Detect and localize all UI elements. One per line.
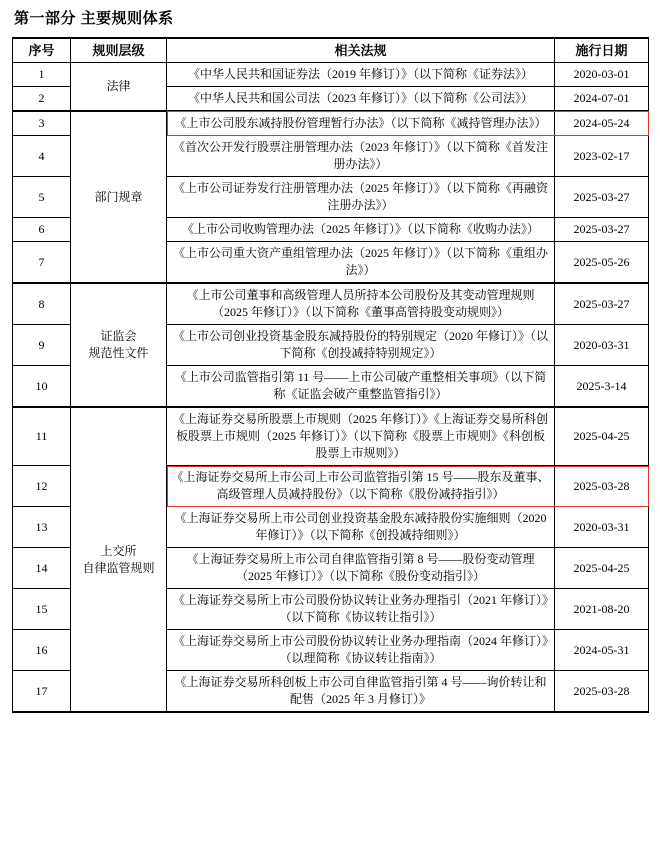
row-number: 10	[13, 366, 71, 408]
rule-name: 《上海证券交易所科创板上市公司自律监管指引第 4 号——询价转让和配售（2025 年 3 月修订）》	[167, 671, 555, 713]
effective-date: 2024-05-31	[555, 630, 649, 671]
effective-date: 2025-03-27	[555, 177, 649, 218]
rule-name: 《上市公司监管指引第 11 号——上市公司破产重整相关事项》（以下简称《证监会破产重整监管指引》）	[167, 366, 555, 408]
row-number: 16	[13, 630, 71, 671]
rule-name: 《上市公司创业投资基金股东减持股份的特别规定（2020 年修订）》（以下简称《创投减持特别规定》）	[167, 325, 555, 366]
page-title: 第一部分 主要规则体系	[14, 10, 174, 27]
rule-name: 《上海证券交易所上市公司创业投资基金股东减持股份实施细则（2020 年修订）》（以下简称《创投减持细则》）	[167, 507, 555, 548]
row-number: 3	[13, 111, 71, 136]
effective-date: 2025-3-14	[555, 366, 649, 408]
effective-date: 2025-03-27	[555, 218, 649, 242]
effective-date: 2025-03-28	[555, 466, 649, 507]
rule-name: 《上市公司证券发行注册管理办法（2025 年修订）》（以下简称《再融资注册办法》）	[167, 177, 555, 218]
rule-name: 《上海证券交易所股票上市规则（2025 年修订）》《上海证券交易所科创板股票上市规则（2025 年修订）》（以下简称《股票上市规则》《科创板股票上市规则》）	[167, 407, 555, 466]
effective-date: 2024-05-24	[555, 111, 649, 136]
effective-date: 2020-03-31	[555, 507, 649, 548]
rule-name: 《上市公司董事和高级管理人员所持本公司股份及其变动管理规则（2025 年修订）》（以下简称《董事高管持股变动规则》）	[167, 283, 555, 325]
table-row	[13, 63, 649, 87]
rule-name: 《上市公司股东减持股份管理暂行办法》（以下简称《减持管理办法》）	[167, 111, 555, 136]
rules-table	[12, 37, 649, 713]
row-number: 9	[13, 325, 71, 366]
rule-name: 《中华人民共和国公司法（2023 年修订）》（以下简称《公司法》）	[167, 87, 555, 112]
effective-date: 2021-08-20	[555, 589, 649, 630]
row-number: 7	[13, 242, 71, 284]
rule-level: 法律	[71, 63, 167, 112]
row-number: 5	[13, 177, 71, 218]
effective-date: 2020-03-01	[555, 63, 649, 87]
rule-name: 《上市公司重大资产重组管理办法（2025 年修订）》（以下简称《重组办法》）	[167, 242, 555, 284]
rule-name: 《上海证券交易所上市公司股份协议转让业务办理指南（2024 年修订）》（以理简称《协议转让指南》）	[167, 630, 555, 671]
rule-level: 部门规章	[71, 111, 167, 283]
table-row	[13, 407, 649, 466]
row-number: 12	[13, 466, 71, 507]
effective-date: 2020-03-31	[555, 325, 649, 366]
effective-date: 2024-07-01	[555, 87, 649, 112]
table-row	[13, 283, 649, 325]
effective-date: 2023-02-17	[555, 136, 649, 177]
row-number: 4	[13, 136, 71, 177]
rule-name: 《上海证券交易所上市公司自律监管指引第 8 号——股份变动管理（2025 年修订）》（以下简称《股份变动指引》）	[167, 548, 555, 589]
rule-name: 《首次公开发行股票注册管理办法（2023 年修订）》（以下简称《首发注册办法》）	[167, 136, 555, 177]
rule-name: 《上市公司收购管理办法（2025 年修订）》（以下简称《收购办法》）	[167, 218, 555, 242]
rule-level: 上交所 自律监管规则	[71, 407, 167, 712]
row-number: 14	[13, 548, 71, 589]
effective-date: 2025-05-26	[555, 242, 649, 284]
table-header-row	[13, 38, 649, 63]
rule-level: 证监会 规范性文件	[71, 283, 167, 407]
effective-date: 2025-03-28	[555, 671, 649, 713]
rules-table-body	[13, 38, 649, 712]
row-number: 1	[13, 63, 71, 87]
column-header: 规则层级	[71, 38, 167, 63]
row-number: 6	[13, 218, 71, 242]
row-number: 17	[13, 671, 71, 713]
rule-name: 《上海证券交易所上市公司股份协议转让业务办理指引（2021 年修订）》（以下简称《协议转让指引》）	[167, 589, 555, 630]
rule-name: 《中华人民共和国证券法（2019 年修订）》（以下简称《证券法》）	[167, 63, 555, 87]
row-number: 11	[13, 407, 71, 466]
row-number: 2	[13, 87, 71, 112]
effective-date: 2025-04-25	[555, 407, 649, 466]
row-number: 13	[13, 507, 71, 548]
rule-name: 《上海证券交易所上市公司上市公司监管指引第 15 号——股东及董事、高级管理人员减持股份》（以下简称《股份减持指引》）	[167, 466, 555, 507]
row-number: 8	[13, 283, 71, 325]
column-header: 相关法规	[167, 38, 555, 63]
column-header: 施行日期	[555, 38, 649, 63]
column-header: 序号	[13, 38, 71, 63]
effective-date: 2025-04-25	[555, 548, 649, 589]
effective-date: 2025-03-27	[555, 283, 649, 325]
table-row	[13, 111, 649, 136]
row-number: 15	[13, 589, 71, 630]
